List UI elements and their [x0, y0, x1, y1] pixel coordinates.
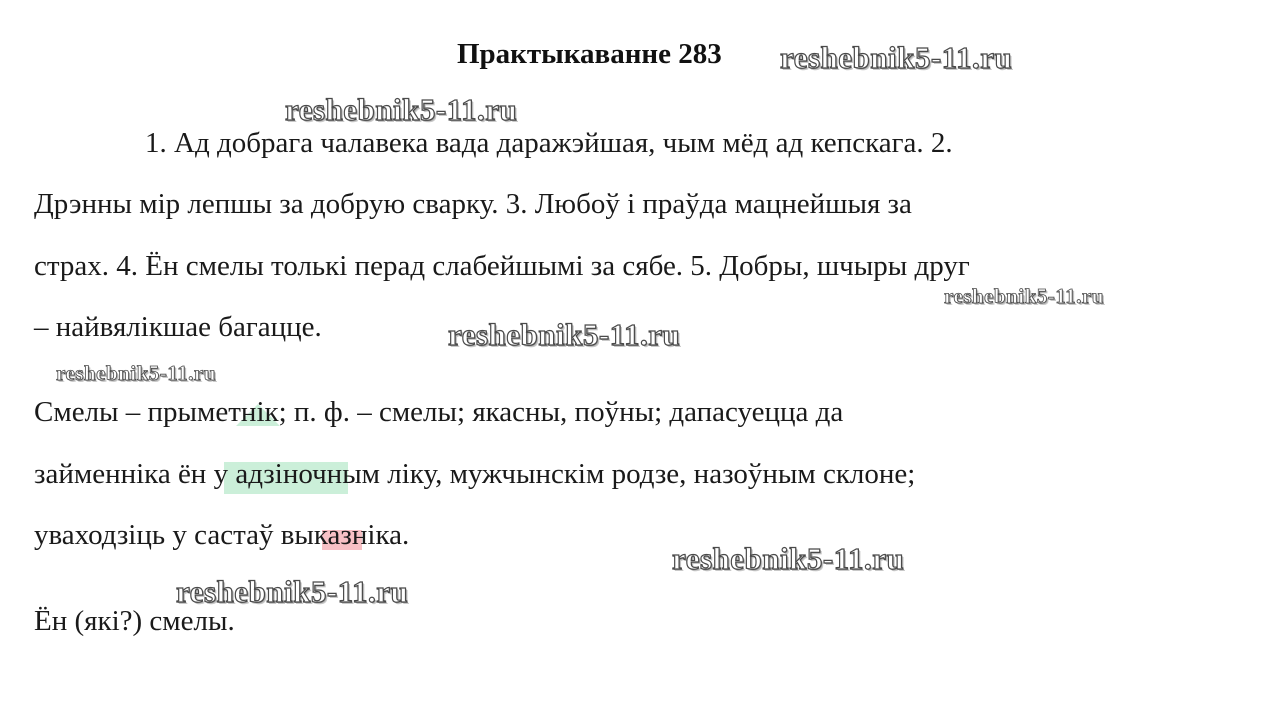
- analysis-line: займенніка ён у адзіночным ліку, мужчынскім родзе, назоўным склоне;: [34, 458, 916, 490]
- watermark: reshebnik5-11.ru: [285, 92, 518, 127]
- body-line: 1. Ад добрага чалавека вада даражэйшая, чым мёд ад кепскага. 2.: [145, 127, 953, 159]
- body-line: – найвялікшае багацце.: [34, 311, 322, 343]
- watermark: reshebnik5-11.ru: [944, 284, 1104, 308]
- watermark: reshebnik5-11.ru: [448, 317, 681, 352]
- exercise-title: Практыкаванне 283: [457, 38, 722, 70]
- analysis-line: Смелы – прыметнік; п. ф. – смелы; якасны, поўны; дапасуецца да: [34, 396, 844, 428]
- watermark: reshebnik5-11.ru: [780, 40, 1013, 75]
- watermark: reshebnik5-11.ru: [672, 541, 905, 576]
- analysis-line: уваходзіць у састаў выказніка.: [34, 519, 410, 551]
- body-line: Дрэнны мір лепшы за добрую сварку. 3. Любоў і праўда мацнейшыя за: [34, 188, 912, 220]
- body-line: страх. 4. Ён смелы толькі перад слабейшымі за сябе. 5. Добры, шчыры друг: [34, 250, 970, 282]
- watermark: reshebnik5-11.ru: [176, 574, 409, 609]
- question-line: Ён (які?) смелы.: [34, 605, 235, 637]
- watermark: reshebnik5-11.ru: [56, 361, 216, 385]
